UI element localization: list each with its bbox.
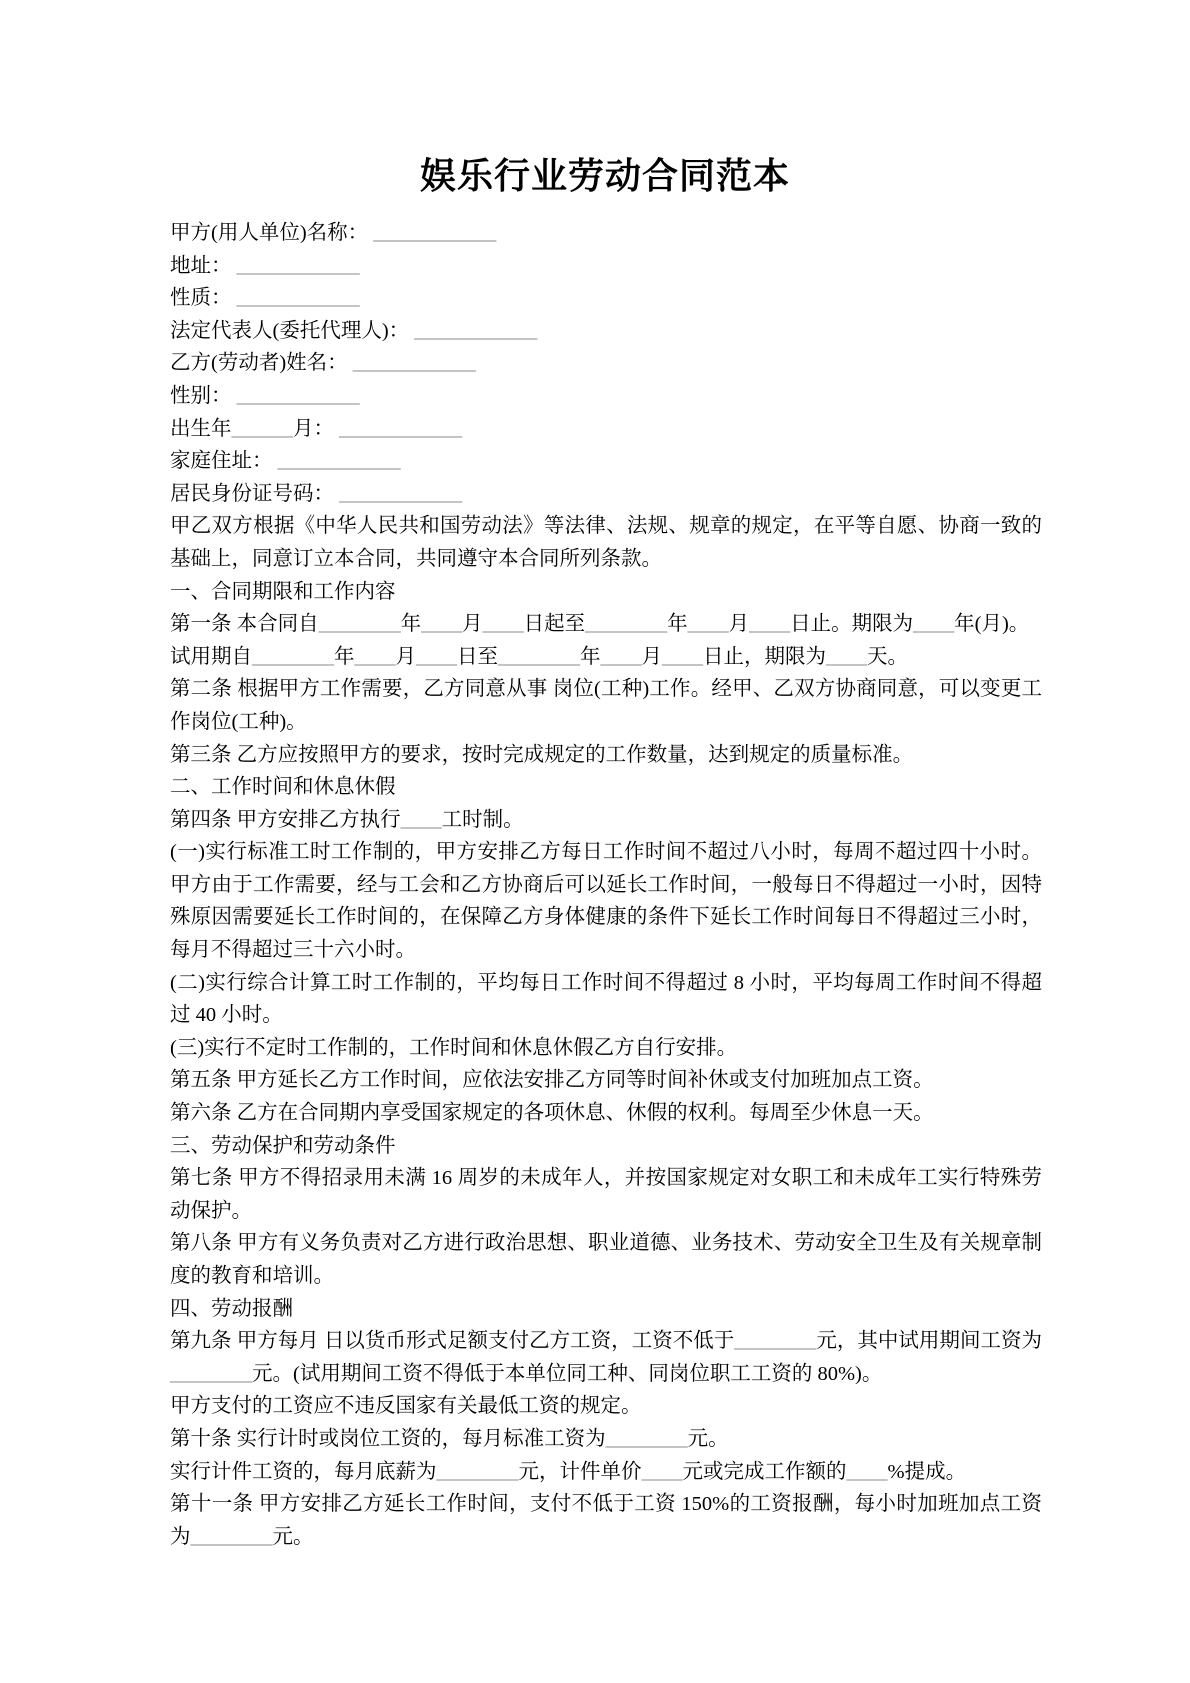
- text-run: 地址：: [170, 254, 237, 277]
- text-run: 性别：: [170, 384, 237, 407]
- blank-field: ____: [416, 645, 457, 668]
- paragraph: [170, 771, 1042, 804]
- text-run: 第七条 甲方不得招录用未满 16 周岁的未成年人，并按国家规定对女职工和未成年工实行特殊劳动保护。: [170, 1167, 1042, 1222]
- text-run: 元，计件单价: [518, 1460, 642, 1483]
- paragraph: [170, 576, 1042, 609]
- blank-field: ____________: [339, 482, 463, 505]
- text-run: 日止，期限为: [703, 645, 826, 668]
- paragraph: [170, 608, 1042, 641]
- text-run: 工时制。: [441, 808, 524, 831]
- text-run: 第十条 实行计时或岗位工资的，每月标准工资为: [170, 1427, 606, 1450]
- text-run: 日起至: [523, 613, 586, 636]
- blank-field: ________: [436, 1460, 519, 1483]
- text-run: 月: [641, 645, 662, 668]
- blank-field: ____: [662, 645, 703, 668]
- paragraph: [170, 347, 1042, 380]
- text-run: 第十一条 甲方安排乙方延长工作时间，支付不低于工资 150%的工资报酬，每小时加班加点工资为: [170, 1493, 1042, 1548]
- paragraph: [170, 1227, 1042, 1292]
- paragraph: [170, 1456, 1042, 1489]
- blank-field: ____________: [414, 319, 538, 342]
- text-run: 月：: [293, 417, 340, 440]
- paragraph: [170, 282, 1042, 315]
- text-run: 年: [334, 645, 355, 668]
- document-title: 娱乐行业劳动合同范本: [419, 156, 790, 196]
- blank-field: ____: [482, 613, 524, 636]
- paragraph: [170, 1032, 1042, 1065]
- blank-field: ____________: [277, 450, 401, 473]
- blank-field: ____________: [339, 417, 463, 440]
- text-run: 元。: [272, 1525, 314, 1548]
- blank-field: ____________: [236, 254, 360, 277]
- text-run: 实行计件工资的，每月底薪为: [170, 1460, 437, 1483]
- text-run: 居民身份证号码：: [170, 482, 340, 505]
- blank-field: ____: [354, 645, 396, 668]
- text-run: 甲方(用人单位)名称：: [170, 222, 374, 244]
- paragraph: [170, 510, 1042, 575]
- text-run: (二)实行综合计算工时工作制的，平均每日工作时间不得超过 8 小时，平均每周工作时间不得超过 40 小时。: [170, 971, 1042, 1027]
- text-run: 元。: [687, 1427, 729, 1450]
- blank-field: ________: [734, 1330, 817, 1353]
- blank-field: ________: [498, 645, 580, 668]
- blank-field: ________: [318, 613, 401, 636]
- blank-field: ______: [231, 417, 293, 440]
- text-run: 元，其中试用期间工资为: [816, 1330, 1043, 1353]
- text-run: (三)实行不定时工作制的，工作时间和休息休假乙方自行安排。: [170, 1036, 738, 1059]
- paragraph: [170, 1390, 1042, 1423]
- blank-field: ________: [170, 1362, 252, 1385]
- blank-field: ________: [585, 613, 668, 636]
- blank-field: ____: [641, 1460, 683, 1483]
- text-run: 第五条 甲方延长乙方工作时间，应依法安排乙方同等时间补休或支付加班加点工资。: [170, 1069, 934, 1092]
- blank-field: ____: [400, 808, 442, 831]
- paragraph: [170, 250, 1042, 283]
- paragraph: [170, 1097, 1042, 1130]
- paragraph: [170, 315, 1042, 348]
- paragraph: [170, 836, 1042, 966]
- text-run: 第六条 乙方在合同期内享受国家规定的各项休息、休假的权利。每周至少休息一天。: [170, 1102, 934, 1125]
- paragraph: [170, 1064, 1042, 1097]
- text-run: 家庭住址：: [170, 450, 278, 473]
- text-run: 年(月)。: [954, 613, 1030, 636]
- paragraph: [170, 1162, 1042, 1227]
- text-run: 月: [728, 613, 750, 636]
- blank-field: ____: [846, 1460, 888, 1483]
- paragraph: [170, 445, 1042, 478]
- text-run: 第一条 本合同自: [170, 613, 319, 636]
- text-run: 三、劳动保护和劳动条件: [170, 1134, 396, 1157]
- text-run: 月: [395, 645, 416, 668]
- text-run: 二、工作时间和休息休假: [170, 776, 396, 799]
- paragraph: [170, 478, 1042, 511]
- blank-field: ____: [687, 613, 729, 636]
- text-run: 日止。期限为: [790, 613, 914, 636]
- blank-field: ____________: [373, 222, 497, 244]
- blank-field: ____________: [236, 287, 360, 310]
- paragraph: [170, 380, 1042, 413]
- paragraph: [170, 1293, 1042, 1326]
- blank-field: ____________: [352, 352, 476, 375]
- blank-field: ____: [749, 613, 791, 636]
- text-run: 元或完成工作额的: [682, 1460, 847, 1483]
- paragraph: [170, 217, 1042, 250]
- text-run: 出生年: [170, 417, 232, 440]
- paragraph: [170, 1423, 1042, 1456]
- text-run: 第三条 乙方应按照甲方的要求，按时完成规定的工作数量，达到规定的质量标准。: [170, 743, 914, 766]
- text-run: 第九条 甲方每月 日以货币形式足额支付乙方工资，工资不低于: [170, 1330, 735, 1353]
- text-run: 年: [580, 645, 601, 668]
- text-run: 乙方(劳动者)姓名：: [170, 352, 353, 375]
- text-run: 年: [667, 613, 688, 636]
- blank-field: ________: [190, 1525, 273, 1548]
- text-run: 年: [400, 613, 422, 636]
- blank-field: ____: [913, 613, 955, 636]
- text-run: 一、合同期限和工作内容: [170, 580, 396, 603]
- paragraph: [170, 1130, 1042, 1163]
- text-run: 甲方支付的工资应不违反国家有关最低工资的规定。: [170, 1395, 642, 1418]
- text-run: 日至: [457, 645, 498, 668]
- document-body: [170, 217, 1042, 1553]
- text-run: 第四条 甲方安排乙方执行: [170, 808, 401, 831]
- blank-field: ____________: [236, 384, 360, 407]
- text-run: 第八条 甲方有义务负责对乙方进行政治思想、职业道德、业务技术、劳动安全卫生及有关规章制度的教育和培训。: [170, 1232, 1042, 1287]
- paragraph: [170, 1488, 1042, 1553]
- text-run: 性质：: [170, 287, 237, 310]
- blank-field: ________: [605, 1427, 688, 1450]
- paragraph: [170, 804, 1042, 837]
- text-run: 四、劳动报酬: [170, 1297, 293, 1320]
- paragraph: [170, 967, 1042, 1032]
- text-run: 天。: [867, 645, 908, 668]
- paragraph: [170, 641, 1042, 674]
- text-run: %提成。: [887, 1460, 967, 1483]
- blank-field: ____: [826, 645, 867, 668]
- text-run: 元。(试用期间工资不得低于本单位同工种、同岗位职工工资的 80%)。: [252, 1362, 883, 1385]
- text-run: (一)实行标准工时工作制的，甲方安排乙方每日工作时间不超过八小时，每周不超过四十小时。甲方由于工作需要，经与工会和乙方协商后可以延长工作时间，一般每日不得超过一小时，因特殊原因需要延长工作时间的，在保障乙方身体健康的条件下延长工作时间每日不得超过三小时，每月不得超过三十六小时。: [170, 841, 1042, 962]
- blank-field: ____: [600, 645, 642, 668]
- paragraph: [170, 1325, 1042, 1390]
- text-run: 月: [462, 613, 483, 636]
- text-run: 法定代表人(委托代理人)：: [170, 319, 415, 342]
- text-run: 第二条 根据甲方工作需要，乙方同意从事 岗位(工种)工作。经甲、乙双方协商同意，可以变更工作岗位(工种)。: [170, 678, 1042, 733]
- text-run: 甲乙双方根据《中华人民共和国劳动法》等法律、法规、规章的规定，在平等自愿、协商一致的基础上，同意订立本合同，共同遵守本合同所列条款。: [170, 515, 1042, 570]
- blank-field: ________: [252, 645, 334, 668]
- paragraph: [170, 673, 1042, 738]
- paragraph: [170, 739, 1042, 772]
- text-run: 试用期自: [170, 645, 252, 668]
- paragraph: [170, 413, 1042, 446]
- blank-field: ____: [421, 613, 463, 636]
